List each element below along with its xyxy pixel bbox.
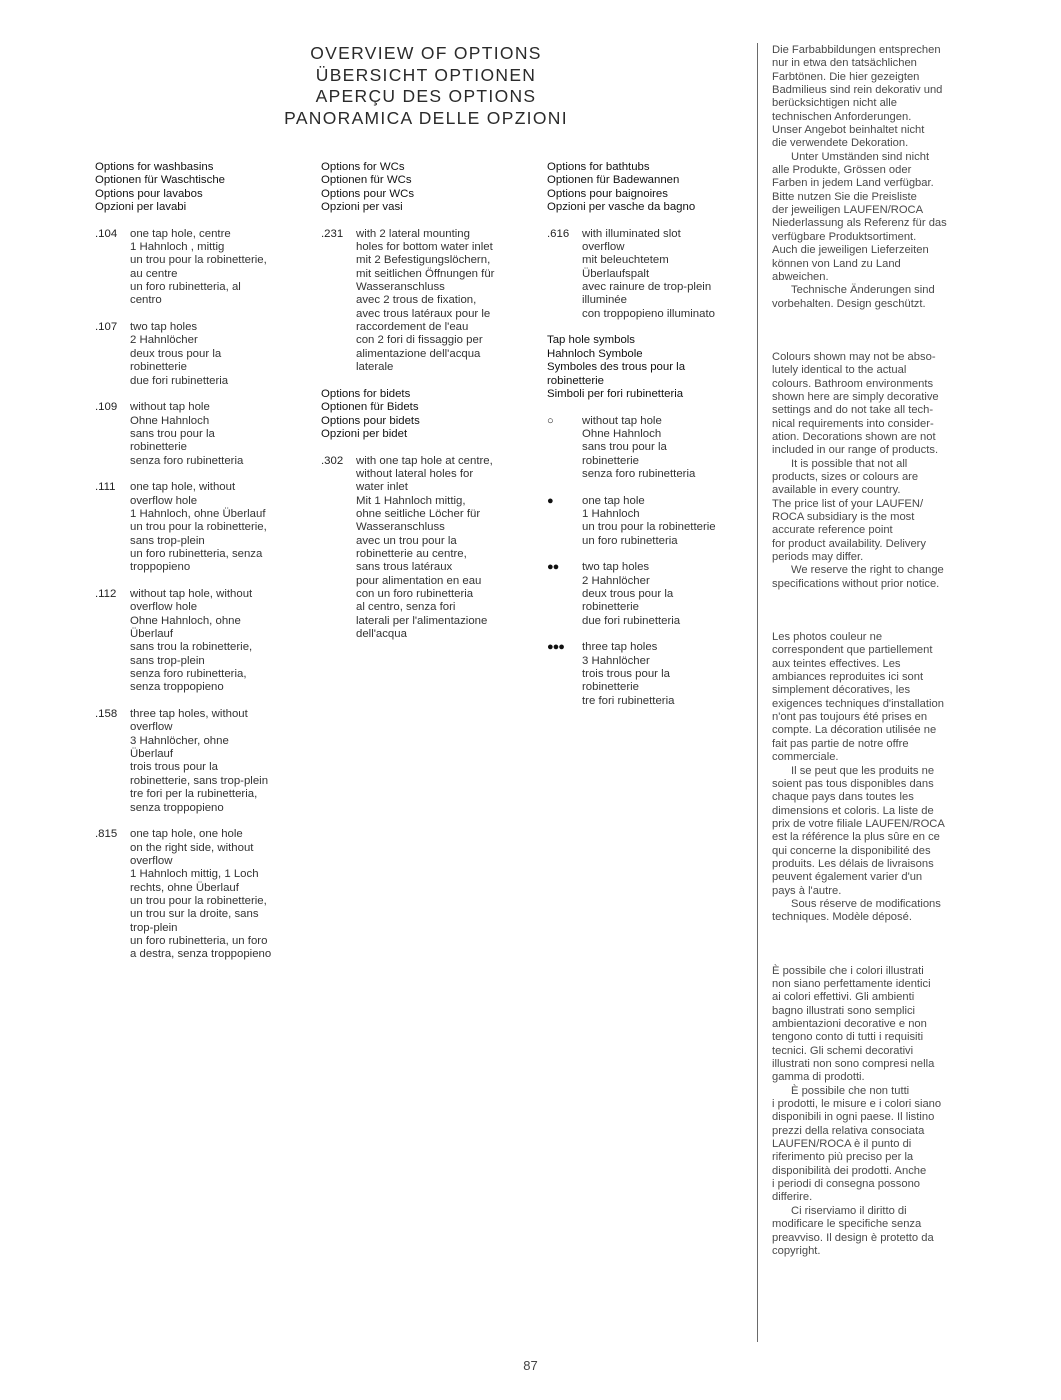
heading-line: Options pour lavabos bbox=[95, 187, 203, 200]
disclaimer-line: disponibilità dei prodotti. Anche bbox=[772, 1164, 927, 1177]
option-description-line: 1 Hahnloch bbox=[582, 507, 640, 520]
tap-hole-symbol-icon: ○ bbox=[547, 414, 553, 427]
option-description-line: on the right side, without bbox=[130, 841, 254, 854]
option-description-line: senza troppopieno bbox=[130, 681, 224, 694]
option-description-line: un trou pour la robinetterie, bbox=[130, 254, 267, 267]
disclaimer-line: aux teintes effectives. Les bbox=[772, 657, 901, 670]
column-divider bbox=[757, 43, 758, 1342]
option-description-line: 2 Hahnlöcher bbox=[130, 334, 198, 347]
option-description-line: con troppopieno illuminato bbox=[582, 307, 715, 320]
tap-hole-symbol-icon: ●●● bbox=[547, 641, 564, 654]
option-description-line: 1 Hahnloch mittig, 1 Loch bbox=[130, 868, 259, 881]
option-description-line: with illuminated slot bbox=[582, 227, 681, 240]
option-description-line: overflow hole bbox=[130, 601, 198, 614]
option-code: .107 bbox=[95, 321, 118, 334]
disclaimer-line: nur in etwa den tatsächlichen bbox=[772, 57, 917, 70]
disclaimer-line: We reserve the right to change bbox=[791, 564, 944, 577]
disclaimer-line: colours. Bathroom environments bbox=[772, 377, 934, 390]
disclaimer-line: non siano perfettamente identici bbox=[772, 977, 931, 990]
disclaimer-line: prezzi della relativa consociata bbox=[772, 1124, 925, 1137]
heading-line: Opzioni per lavabi bbox=[95, 201, 187, 214]
disclaimer-line: Ci riserviamo il diritto di bbox=[791, 1204, 907, 1217]
disclaimer-line: Badmilieus sind rein dekorativ und bbox=[772, 84, 943, 97]
page-title bbox=[0, 43, 852, 129]
title-line-it: PANORAMICA DELLE OPZIONI bbox=[284, 107, 568, 128]
option-description-line: illuminée bbox=[582, 294, 627, 307]
disclaimer-line: ai colori effettivi. Gli ambienti bbox=[772, 991, 915, 1004]
option-entry bbox=[321, 228, 526, 375]
bidet-options-heading bbox=[321, 388, 526, 441]
disclaimer-line: Farben in jedem Land verfügbar. bbox=[772, 177, 934, 190]
disclaimer-line: i periodi di consegna possono bbox=[772, 1178, 921, 1191]
option-description-line: avec trous latéraux pour le bbox=[356, 307, 491, 320]
symbol-entry bbox=[547, 641, 752, 708]
disclaimer-line: n'ont pas toujours été prises en bbox=[772, 711, 928, 724]
disclaimer-line: preavviso. Il design è protetto da bbox=[772, 1231, 934, 1244]
disclaimer-line: der jeweiligen LAUFEN/ROCA bbox=[772, 204, 924, 217]
heading-line: Options for WCs bbox=[321, 161, 405, 173]
disclaimer-line: fait pas partie de notre offre bbox=[772, 737, 909, 750]
disclaimer-line: Die Farbabbildungen entsprechen bbox=[772, 44, 941, 56]
option-code: .302 bbox=[321, 454, 344, 467]
option-description-line: due fori rubinetteria bbox=[130, 374, 229, 387]
disclaimer-line: È possibile che non tutti bbox=[791, 1084, 910, 1097]
heading-line: Hahnloch Symbole bbox=[547, 347, 643, 360]
option-description-line: two tap holes bbox=[130, 321, 198, 334]
option-description-line: overflow bbox=[582, 241, 625, 254]
option-description-line: one tap hole, one hole bbox=[130, 828, 243, 841]
option-description-line: with one tap hole at centre, bbox=[356, 454, 493, 467]
heading-line: Symboles des trous pour la bbox=[547, 361, 686, 374]
disclaimer-line: dimensions et coloris. La liste de bbox=[772, 804, 934, 817]
disclaimer-line: modificare le specifiche senza bbox=[772, 1218, 922, 1231]
option-description-line: sans trop-plein bbox=[130, 534, 205, 547]
disclaimer-line: i prodotti, le misure e i colori siano bbox=[772, 1098, 942, 1111]
option-description-line: with 2 lateral mounting bbox=[356, 227, 470, 240]
option-entry bbox=[95, 401, 300, 468]
disclaimer-line: È possibile che i colori illustrati bbox=[772, 964, 924, 977]
option-code: .109 bbox=[95, 401, 118, 414]
heading-line: Opzioni per vasi bbox=[321, 201, 403, 214]
option-entry bbox=[321, 455, 526, 642]
disclaimer-line: compte. La décoration utilisée ne bbox=[772, 724, 937, 737]
option-description-line: tre fori rubinetteria bbox=[582, 694, 675, 707]
option-description-line: trop-plein bbox=[130, 921, 178, 934]
page-number: 87 bbox=[523, 1358, 538, 1373]
option-description-line: un foro rubinetteria bbox=[582, 534, 678, 547]
option-description-line: avec rainure de trop-plein bbox=[582, 281, 712, 294]
option-description-line: a destra, senza troppopieno bbox=[130, 948, 272, 961]
option-entry bbox=[95, 481, 300, 574]
disclaimer-line: soient pas tous disponibles dans bbox=[772, 777, 934, 790]
option-description-line: mit 2 Befestigungslöchern, bbox=[356, 254, 491, 267]
disclaimer-line: Il se peut que les produits ne bbox=[791, 764, 935, 777]
disclaimer-line: ROCA subsidiary is the most bbox=[772, 511, 915, 523]
option-description-line: avec un trou pour la bbox=[356, 534, 457, 547]
disclaimer-line: Colours shown may not be abso- bbox=[772, 350, 936, 363]
option-description-line: Überlauf bbox=[130, 748, 174, 761]
disclaimer-line: included in our range of products. bbox=[772, 444, 939, 457]
option-description-line: overflow hole bbox=[130, 494, 198, 507]
disclaimer-line: commerciale. bbox=[772, 751, 839, 764]
disclaimer-line: Technische Änderungen sind bbox=[791, 284, 935, 297]
option-description-line: mit beleuchtetem bbox=[582, 254, 669, 267]
option-description-line: Ohne Hahnloch bbox=[130, 414, 210, 427]
disclaimer-line: Niederlassung als Referenz für das bbox=[772, 217, 947, 230]
disclaimer-line: Auch die jeweiligen Lieferzeiten bbox=[772, 244, 929, 257]
disclaimer-line: ambiances reproduites ici sont bbox=[772, 671, 924, 684]
disclaimer-block bbox=[772, 631, 972, 925]
disclaimer-block bbox=[772, 351, 972, 591]
option-description-line: two tap holes bbox=[582, 561, 650, 574]
option-entry bbox=[547, 228, 752, 321]
option-description-line: troppopieno bbox=[130, 561, 191, 574]
option-description-line: Ohne Hahnloch, ohne bbox=[130, 614, 241, 627]
disclaimer-block bbox=[772, 44, 972, 311]
disclaimer-line: Unser Angebot beinhaltet nicht bbox=[772, 124, 925, 137]
disclaimer-line: tecnici. Gli schemi decorativi bbox=[772, 1044, 914, 1057]
disclaimer-line: products, sizes or colours are bbox=[772, 470, 919, 483]
title-line-en: OVERVIEW OF OPTIONS bbox=[310, 43, 542, 63]
disclaimer-line: peuvent également varier d'un bbox=[772, 871, 923, 884]
disclaimer-line: exigences techniques d'installation bbox=[772, 697, 944, 710]
title-line-de: ÜBERSICHT OPTIONEN bbox=[315, 64, 537, 85]
option-description-line: robinetterie bbox=[130, 361, 187, 374]
option-description-line: senza troppopieno bbox=[130, 801, 224, 814]
option-description-line: sans trou pour la bbox=[582, 441, 667, 454]
symbol-entry bbox=[547, 495, 752, 548]
disclaimer-line: produits. Les délais de livraisons bbox=[772, 857, 934, 870]
disclaimer-line: techniques. Modèle déposé. bbox=[772, 911, 912, 924]
option-description-line: dell'acqua bbox=[356, 628, 407, 641]
option-description-line: senza foro rubinetteria, bbox=[130, 668, 247, 681]
disclaimer-line: for product availability. Delivery bbox=[772, 537, 926, 550]
heading-line: Options pour bidets bbox=[321, 414, 420, 427]
disclaimer-line: können von Land zu Land bbox=[772, 257, 901, 270]
heading-line: Options for washbasins bbox=[95, 161, 214, 173]
option-code: .616 bbox=[547, 227, 570, 240]
disclaimer-line: settings and do not take all tech- bbox=[772, 404, 934, 417]
option-description-line: three tap holes, without bbox=[130, 708, 248, 721]
option-code: .158 bbox=[95, 708, 118, 721]
option-description-line: con 2 fori di fissaggio per bbox=[356, 334, 483, 347]
option-description-line: au centre bbox=[130, 267, 178, 280]
option-description-line: deux trous pour la bbox=[582, 588, 674, 600]
wc-bidet-options-column bbox=[321, 161, 526, 655]
option-description-line: robinetterie bbox=[582, 454, 639, 467]
option-description-line: Überlaufspalt bbox=[582, 267, 650, 280]
option-description-line: al centro, senza fori bbox=[356, 601, 456, 614]
disclaimer-line: accurate reference point bbox=[772, 524, 893, 537]
option-description-line: sans trop-plein bbox=[130, 654, 205, 667]
disclaimer-line: Farbtönen. Die hier gezeigten bbox=[772, 70, 920, 83]
option-description-line: one tap hole bbox=[582, 494, 645, 507]
disclaimer-line: technischen Anforderungen. bbox=[772, 110, 912, 123]
disclaimer-line: berücksichtigen nicht alle bbox=[772, 97, 897, 110]
disclaimer-line: ambientazioni decorative e non bbox=[772, 1018, 927, 1030]
tap-hole-symbols-heading bbox=[547, 334, 752, 401]
option-description-line: Wasseranschluss bbox=[356, 521, 445, 534]
option-entry bbox=[95, 708, 300, 815]
option-description-line: water inlet bbox=[356, 481, 408, 494]
disclaimer-line: shown here are simply decorative bbox=[772, 390, 939, 403]
disclaimer-line: abweichen. bbox=[772, 270, 829, 283]
tap-hole-symbol-icon: ● bbox=[547, 494, 553, 507]
heading-line: Simboli per fori rubinetteria bbox=[547, 387, 684, 400]
option-description-line: centro bbox=[130, 294, 162, 307]
option-code: .111 bbox=[95, 481, 116, 494]
disclaimer-line: die verwendete Dekoration. bbox=[772, 137, 909, 150]
wc-options-heading bbox=[321, 161, 526, 214]
disclaimer-line: est la référence la plus sûre en ce bbox=[772, 831, 940, 844]
disclaimer-column bbox=[772, 44, 972, 1298]
option-code: .231 bbox=[321, 227, 344, 240]
disclaimer-line: illustrati non sono compresi nella bbox=[772, 1058, 935, 1071]
disclaimer-line: bagno illustrati sono semplici bbox=[772, 1004, 916, 1017]
disclaimer-line: disponibili in ogni paese. Il listino bbox=[772, 1111, 935, 1124]
option-description-line: without tap hole bbox=[130, 401, 210, 414]
disclaimer-line: riferimento più preciso per la bbox=[772, 1151, 914, 1164]
disclaimer-line: Bitte nutzen Sie die Preisliste bbox=[772, 190, 917, 203]
option-description-line: un trou sur la droite, sans bbox=[130, 908, 259, 921]
option-description-line: pour alimentation en eau bbox=[356, 574, 482, 587]
disclaimer-line: It is possible that not all bbox=[791, 457, 908, 470]
option-description-line: robinetterie bbox=[582, 681, 639, 694]
option-description-line: mit seitlichen Öffnungen für bbox=[356, 267, 495, 280]
option-description-line: without lateral holes for bbox=[356, 467, 474, 480]
washbasin-options-heading bbox=[95, 161, 300, 214]
option-description-line: sans trous latéraux bbox=[356, 561, 453, 574]
disclaimer-line: specifications without prior notice. bbox=[772, 577, 940, 590]
disclaimer-line: verfügbare Produktsortiment. bbox=[772, 230, 917, 243]
option-description-line: senza foro rubinetteria bbox=[130, 454, 244, 467]
disclaimer-line: LAUFEN/ROCA è il punto di bbox=[772, 1138, 912, 1151]
option-description-line: Mit 1 Hahnloch mittig, bbox=[356, 494, 466, 507]
heading-line: Optionen für Badewannen bbox=[547, 174, 680, 187]
option-description-line: due fori rubinetteria bbox=[582, 614, 681, 627]
option-code: .112 bbox=[95, 588, 117, 600]
option-entry bbox=[95, 828, 300, 961]
option-description-line: trois trous pour la bbox=[130, 761, 218, 774]
disclaimer-line: Les photos couleur ne bbox=[772, 631, 883, 644]
option-description-line: 3 Hahnlöcher, ohne bbox=[130, 734, 229, 747]
option-description-line: Wasseranschluss bbox=[356, 281, 445, 294]
heading-line: robinetterie bbox=[547, 374, 604, 387]
option-description-line: un foro rubinetteria, al bbox=[130, 281, 241, 294]
title-line-fr: APERÇU DES OPTIONS bbox=[315, 86, 537, 106]
heading-line: Options pour WCs bbox=[321, 187, 415, 200]
option-description-line: rechts, ohne Überlauf bbox=[130, 881, 239, 894]
bathtub-options-column bbox=[547, 161, 752, 721]
disclaimer-line: ation. Decorations shown are not bbox=[772, 430, 936, 443]
option-description-line: tre fori per la rubinetteria, bbox=[130, 788, 258, 801]
option-description-line: one tap hole, without bbox=[130, 481, 236, 494]
option-description-line: un trou pour la robinetterie bbox=[582, 521, 716, 534]
option-description-line: robinetterie bbox=[130, 441, 187, 454]
disclaimer-line: chaque pays dans toutes les bbox=[772, 791, 914, 804]
option-description-line: Ohne Hahnloch bbox=[582, 427, 662, 440]
disclaimer-line: qui concerne la disponibilité des bbox=[772, 844, 931, 857]
disclaimer-line: periods may differ. bbox=[772, 551, 864, 564]
disclaimer-line: lutely identical to the actual bbox=[772, 364, 907, 377]
option-description-line: senza foro rubinetteria bbox=[582, 467, 696, 480]
disclaimer-line: tengono conto di tutti i requisiti bbox=[772, 1031, 924, 1044]
option-description-line: without tap hole bbox=[582, 414, 662, 427]
option-description-line: 1 Hahnloch , mittig bbox=[130, 241, 225, 254]
bathtub-options-heading bbox=[547, 161, 752, 214]
option-description-line: overflow bbox=[130, 721, 173, 734]
disclaimer-line: alle Produkte, Grössen oder bbox=[772, 164, 912, 177]
option-description-line: sans trou la robinetterie, bbox=[130, 641, 253, 654]
option-description-line: three tap holes bbox=[582, 641, 658, 654]
symbol-entry bbox=[547, 415, 752, 482]
disclaimer-line: Unter Umständen sind nicht bbox=[791, 150, 930, 163]
option-description-line: un foro rubinetteria, senza bbox=[130, 547, 263, 560]
option-description-line: Überlauf bbox=[130, 628, 174, 641]
option-entry bbox=[95, 321, 300, 388]
option-description-line: 1 Hahnloch, ohne Überlauf bbox=[130, 507, 266, 520]
option-description-line: un foro rubinetteria, un foro bbox=[130, 934, 268, 947]
tap-hole-symbol-icon: ●● bbox=[547, 561, 559, 574]
disclaimer-line: Sous réserve de modifications bbox=[791, 897, 941, 910]
disclaimer-line: gamma di prodotti. bbox=[772, 1071, 865, 1084]
option-description-line: robinetterie bbox=[582, 601, 639, 614]
option-description-line: laterali per l'alimentazione bbox=[356, 614, 488, 627]
disclaimer-line: copyright. bbox=[772, 1244, 821, 1257]
disclaimer-line: correspondent que partiellement bbox=[772, 644, 933, 657]
option-description-line: holes for bottom water inlet bbox=[356, 241, 493, 254]
option-description-line: 3 Hahnlöcher bbox=[582, 654, 650, 667]
option-description-line: robinetterie, sans trop-plein bbox=[130, 774, 269, 787]
disclaimer-line: pays à l'autre. bbox=[772, 884, 842, 897]
option-description-line: without tap hole, without bbox=[130, 588, 253, 600]
disclaimer-block bbox=[772, 965, 972, 1259]
option-description-line: robinetterie au centre, bbox=[356, 547, 467, 560]
option-description-line: raccordement de l'eau bbox=[356, 321, 469, 334]
heading-line: Opzioni per bidet bbox=[321, 427, 408, 440]
option-description-line: sans trou pour la bbox=[130, 427, 215, 440]
disclaimer-line: differire. bbox=[772, 1191, 813, 1204]
option-code: .104 bbox=[95, 227, 118, 240]
disclaimer-line: available in every country. bbox=[772, 484, 901, 497]
heading-line: Opzioni per vasche da bagno bbox=[547, 201, 696, 214]
option-entry bbox=[95, 228, 300, 308]
option-description-line: trois trous pour la bbox=[582, 668, 670, 681]
option-description-line: alimentazione dell'acqua bbox=[356, 347, 481, 360]
option-entry bbox=[95, 588, 300, 695]
option-description-line: 2 Hahnlöcher bbox=[582, 574, 650, 587]
heading-line: Options for bathtubs bbox=[547, 161, 650, 173]
option-description-line: overflow bbox=[130, 854, 173, 867]
heading-line: Optionen für Waschtische bbox=[95, 174, 225, 187]
option-description-line: un trou pour la robinetterie, bbox=[130, 894, 267, 907]
option-description-line: un trou pour la robinetterie, bbox=[130, 521, 267, 534]
option-code: .815 bbox=[95, 828, 118, 841]
option-description-line: laterale bbox=[356, 361, 394, 374]
disclaimer-line: The price list of your LAUFEN/ bbox=[772, 497, 924, 510]
washbasin-options-column bbox=[95, 161, 300, 975]
heading-line: Optionen für Bidets bbox=[321, 401, 419, 414]
option-description-line: con un foro rubinetteria bbox=[356, 588, 474, 600]
option-description-line: one tap hole, centre bbox=[130, 227, 231, 240]
symbol-entry bbox=[547, 561, 752, 628]
disclaimer-line: vorbehalten. Design geschützt. bbox=[772, 297, 926, 310]
disclaimer-line: nical requirements into consider- bbox=[772, 417, 934, 430]
heading-line: Optionen für WCs bbox=[321, 174, 412, 187]
option-description-line: deux trous pour la bbox=[130, 347, 222, 360]
disclaimer-line: prix de votre filiale LAUFEN/ROCA bbox=[772, 817, 945, 830]
option-description-line: ohne seitliche Löcher für bbox=[356, 507, 481, 520]
heading-line: Options for bidets bbox=[321, 387, 411, 400]
heading-line: Options pour baignoires bbox=[547, 187, 668, 200]
heading-line: Tap hole symbols bbox=[547, 334, 636, 347]
option-description-line: avec 2 trous de fixation, bbox=[356, 294, 477, 307]
disclaimer-line: simplement décoratives, les bbox=[772, 684, 911, 697]
